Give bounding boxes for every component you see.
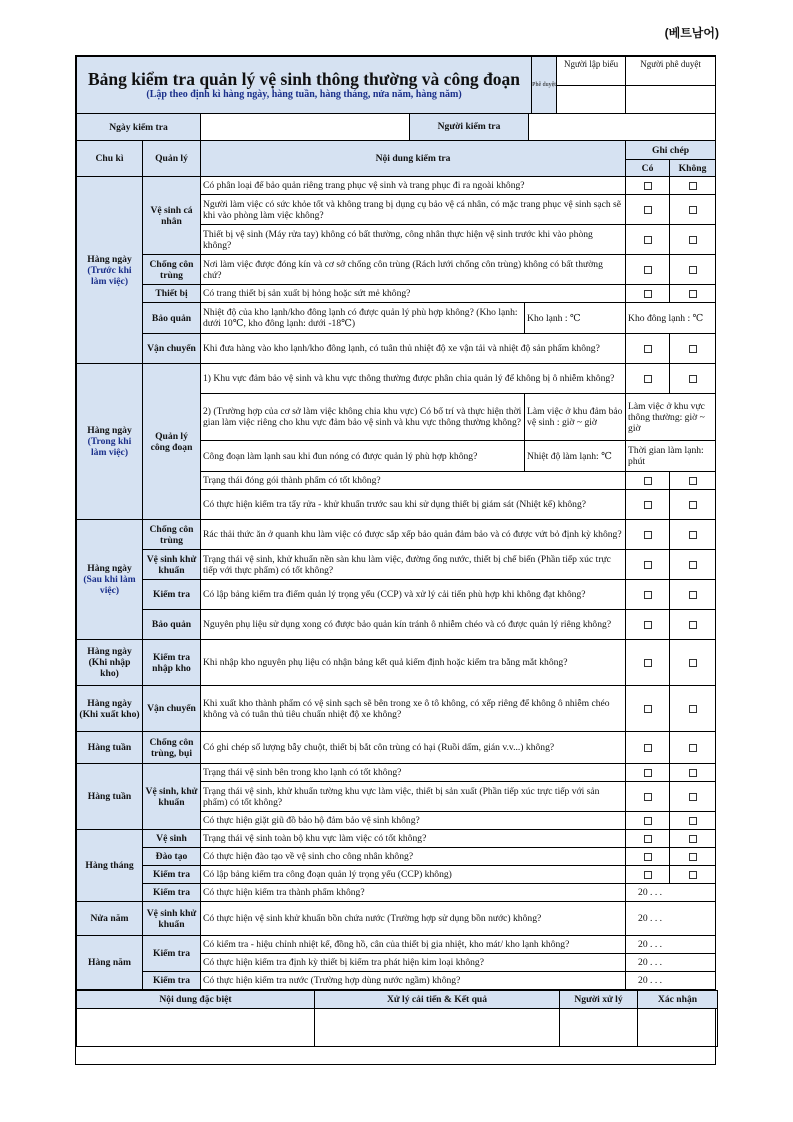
checkbox-yes[interactable]	[626, 640, 670, 686]
checkbox-no[interactable]	[670, 866, 716, 884]
checkbox-square[interactable]	[689, 266, 697, 274]
cold-storage-temp[interactable]: Kho lạnh : ℃	[524, 303, 625, 333]
manage-transport: Vận chuyển	[143, 334, 201, 364]
group-half-year: Nửa năm	[77, 902, 143, 936]
question-6: Nhiệt độ của kho lạnh/kho đông lạnh có được quản lý phù hợp không? (Kho lạnh: dưới 10℃, kho đông lạnh: dưới -18℃)	[203, 307, 518, 329]
checkbox-yes[interactable]	[626, 550, 670, 580]
checkbox-yes[interactable]	[626, 732, 670, 764]
question-17: Khi nhập kho nguyên phụ liệu có nhận bảng kết quả kiểm định hoặc kiểm tra bằng mắt không?	[201, 640, 626, 686]
checkbox-no[interactable]	[670, 520, 716, 550]
manage-training: Đào tạo	[143, 848, 201, 866]
footer-table	[76, 990, 718, 1047]
checklist-table	[76, 56, 716, 990]
checkbox-no[interactable]	[670, 610, 716, 640]
hygiene-zone-hours[interactable]: Làm việc ở khu đảm bảo vệ sinh : giờ ~ giờ	[524, 394, 625, 440]
question-11: Trạng thái đóng gói thành phẩm có tốt không?	[201, 472, 626, 490]
info-row	[77, 114, 716, 141]
checkbox-square[interactable]	[644, 477, 652, 485]
checkbox-yes[interactable]	[626, 364, 670, 394]
title-row	[77, 57, 716, 114]
language-tag: (베트남어)	[664, 26, 719, 40]
checkbox-square[interactable]	[644, 835, 652, 843]
approval-label: Phê duyệt	[532, 81, 556, 88]
col-no: Không	[670, 160, 716, 177]
form-title: Bảng kiểm tra quản lý vệ sinh thông thường và công đoạn	[88, 69, 521, 89]
checkbox-square[interactable]	[689, 835, 697, 843]
checkbox-square[interactable]	[644, 659, 652, 667]
checkbox-no[interactable]	[670, 732, 716, 764]
checkbox-square[interactable]	[689, 769, 697, 777]
group-daily-during: Hàng ngày (Trong khi làm việc)	[77, 364, 143, 520]
group-daily-out: Hàng ngày (Khi xuất kho)	[77, 686, 143, 732]
checkbox-square[interactable]	[689, 236, 697, 244]
date-field[interactable]: 20 . . .	[626, 884, 716, 902]
manage-store: Bảo quản	[143, 303, 201, 334]
manage-disinfect-3: Vệ sinh khử khuẩn	[143, 902, 201, 936]
inspector-field[interactable]	[529, 114, 716, 141]
improvement-label: Xử lý cải tiến & Kết quả	[315, 991, 560, 1009]
manage-insect-dust: Chống côn trùng, bụi	[143, 732, 201, 764]
manage-check-4: Kiểm tra	[143, 936, 201, 972]
date-field[interactable]: 20 . . .	[626, 954, 716, 972]
checkbox-yes[interactable]	[626, 686, 670, 732]
manage-check: Kiểm tra	[143, 580, 201, 610]
checkbox-square[interactable]	[689, 375, 697, 383]
checkbox-no[interactable]	[670, 334, 716, 364]
question-7: Khi đưa hàng vào kho lạnh/kho đông lạnh, có tuân thủ nhiệt độ xe vận tải và nhiệt độ sản phẩm không?	[201, 334, 626, 364]
group-daily-before: Hàng ngày (Trước khi làm việc)	[77, 177, 143, 364]
col-manage: Quản lý	[143, 141, 201, 177]
question-27: Có thực hiện vệ sinh khử khuẩn bồn chứa nước (Trường hợp sử dụng bồn nước) không?	[201, 902, 626, 936]
inspector-label: Người kiểm tra	[409, 114, 528, 140]
handler-label: Người xử lý	[560, 991, 638, 1009]
checkbox-no[interactable]	[670, 472, 716, 490]
question-26: Có thực hiện kiểm tra thành phẩm không?	[201, 884, 626, 902]
checkbox-square[interactable]	[689, 477, 697, 485]
checkbox-square[interactable]	[644, 501, 652, 509]
checkbox-square[interactable]	[689, 871, 697, 879]
question-23: Trạng thái vệ sinh toàn bộ khu vực làm việc có tốt không?	[201, 830, 626, 848]
checkbox-square[interactable]	[644, 375, 652, 383]
checkbox-square[interactable]	[689, 853, 697, 861]
question-24: Có thực hiện đào tạo về vệ sinh cho công nhân không?	[201, 848, 626, 866]
checkbox-no[interactable]	[670, 848, 716, 866]
checkbox-no[interactable]	[670, 177, 716, 195]
checkbox-yes[interactable]	[626, 195, 670, 225]
question-4: Nơi làm việc được đóng kín và cơ sở chống côn trùng (Rách lưới chống côn trùng) không có bất thường chứ?	[201, 255, 626, 285]
group-weekly-2: Hàng tuần	[77, 764, 143, 830]
question-10: Công đoạn làm lạnh sau khi đun nóng có được quản lý phù hợp không?	[203, 450, 478, 462]
checkbox-square[interactable]	[689, 182, 697, 190]
checkbox-no[interactable]	[670, 285, 716, 303]
question-1: Có phân loại để bảo quản riêng trang phục vệ sinh và trang phục đi ra ngoài không?	[201, 177, 626, 195]
manage-check-2: Kiểm tra	[143, 866, 201, 884]
checkbox-yes[interactable]	[626, 764, 670, 782]
checkbox-square[interactable]	[689, 793, 697, 801]
checkbox-no[interactable]	[670, 640, 716, 686]
checkbox-no[interactable]	[670, 580, 716, 610]
checkbox-yes[interactable]	[626, 472, 670, 490]
question-20: Trạng thái vệ sinh bên trong kho lạnh có tốt không?	[201, 764, 626, 782]
manage-check-3: Kiểm tra	[143, 884, 201, 902]
checkbox-yes[interactable]	[626, 866, 670, 884]
checkbox-square[interactable]	[644, 266, 652, 274]
checkbox-square[interactable]	[689, 591, 697, 599]
date-label: Ngày kiểm tra	[77, 114, 201, 141]
checkbox-square[interactable]	[689, 290, 697, 298]
checkbox-yes[interactable]	[626, 782, 670, 812]
checkbox-yes[interactable]	[626, 255, 670, 285]
question-16: Nguyên phụ liệu sử dụng xong có được bảo quản kín tránh ô nhiễm chéo và có được quản lý riêng không?	[201, 610, 626, 640]
date-field[interactable]: 20 . . .	[626, 936, 716, 954]
manage-check-5: Kiểm tra	[143, 972, 201, 990]
question-22: Có thực hiện giặt giũ đồ bảo hộ đảm bảo vệ sinh không?	[201, 812, 626, 830]
checkbox-no[interactable]	[670, 255, 716, 285]
question-9: 2) (Trường hợp của cơ sở làm việc không chia khu vực) Có bố trí và thực hiện thời gian làm việc riêng cho khu vực đảm bảo vệ sinh và khu vực thông thường không?	[203, 406, 522, 428]
checkbox-yes[interactable]	[626, 520, 670, 550]
checkbox-square[interactable]	[644, 853, 652, 861]
checkbox-no[interactable]	[670, 812, 716, 830]
question-15: Có lập bảng kiểm tra điểm quản lý trọng yếu (CCP) và xử lý cải tiến phù hợp khi không đạt không?	[201, 580, 626, 610]
manage-disinfect-2: Vệ sinh, khử khuẩn	[143, 764, 201, 830]
group-weekly: Hàng tuần	[77, 732, 143, 764]
handler-field[interactable]	[560, 1009, 638, 1047]
checkbox-yes[interactable]	[626, 610, 670, 640]
question-19: Có ghi chép số lượng bẫy chuột, thiết bị bắt côn trùng có hại (Ruồi dấm, gián v.v...) không?	[201, 732, 626, 764]
checkbox-square[interactable]	[689, 621, 697, 629]
date-field[interactable]: 20 . . .	[626, 902, 716, 936]
checkbox-yes[interactable]	[626, 812, 670, 830]
approver-sign-box[interactable]	[626, 86, 715, 113]
special-content-label: Nội dung đặc biệt	[77, 991, 315, 1009]
creator-label: Người lập biểu	[557, 57, 625, 86]
checkbox-no[interactable]	[670, 764, 716, 782]
checkbox-no[interactable]	[670, 686, 716, 732]
question-13: Rác thải thức ăn ở quanh khu làm việc có được sắp xếp bảo quản đảm bảo và có được vứt bỏ định kỳ không?	[201, 520, 626, 550]
improvement-field[interactable]	[315, 1009, 560, 1047]
question-3: Thiết bị vệ sinh (Máy rửa tay) không có bất thường, công nhân thực hiện vệ sinh trước khi vào phòng không?	[201, 225, 626, 255]
checkbox-no[interactable]	[670, 195, 716, 225]
checkbox-yes[interactable]	[626, 334, 670, 364]
checkbox-square[interactable]	[644, 705, 652, 713]
checkbox-square[interactable]	[689, 501, 697, 509]
manage-insect-2: Chống côn trùng	[143, 520, 201, 550]
group-yearly: Hàng năm	[77, 936, 143, 990]
checkbox-no[interactable]	[670, 550, 716, 580]
checkbox-square[interactable]	[644, 744, 652, 752]
checkbox-no[interactable]	[670, 830, 716, 848]
manage-intake: Kiểm tra nhập kho	[143, 640, 201, 686]
cooling-time[interactable]: Thời gian làm lạnh: phút	[626, 441, 716, 472]
manage-equip: Thiết bị	[143, 285, 201, 303]
question-30: Có thực hiện kiểm tra nước (Trường hợp dùng nước ngầm) không?	[201, 972, 626, 990]
checkbox-square[interactable]	[644, 769, 652, 777]
date-field[interactable]: 20 . . .	[626, 972, 716, 990]
checkbox-square[interactable]	[644, 793, 652, 801]
checkbox-square[interactable]	[689, 206, 697, 214]
approver-label: Người phê duyệt	[626, 57, 715, 86]
checkbox-yes[interactable]	[626, 580, 670, 610]
group-daily-intake: Hàng ngày (Khi nhập kho)	[77, 640, 143, 686]
checkbox-square[interactable]	[644, 236, 652, 244]
general-zone-hours[interactable]: Làm việc ở khu vực thông thường: giờ ~ giờ	[626, 394, 716, 441]
manage-disinfect: Vệ sinh khử khuẩn	[143, 550, 201, 580]
question-25: Có lập bảng kiểm tra công đoạn quản lý trọng yếu (CCP) không)	[201, 866, 626, 884]
date-field[interactable]	[201, 114, 409, 140]
checkbox-yes[interactable]	[626, 490, 670, 520]
question-14: Trạng thái vệ sinh, khử khuẩn nền sàn khu làm việc, đường ống nước, thiết bị chế biến (Phần tiếp xúc trực tiếp với thực phẩm) có tốt không?	[201, 550, 626, 580]
checkbox-yes[interactable]	[626, 177, 670, 195]
special-content-field[interactable]	[77, 1009, 315, 1047]
checkbox-square[interactable]	[644, 561, 652, 569]
col-yes: Có	[626, 160, 670, 177]
checkbox-square[interactable]	[644, 621, 652, 629]
checkbox-square[interactable]	[644, 345, 652, 353]
manage-process: Quản lý công đoạn	[143, 364, 201, 520]
checkbox-no[interactable]	[670, 782, 716, 812]
checkbox-square[interactable]	[644, 290, 652, 298]
checkbox-square[interactable]	[689, 705, 697, 713]
checkbox-no[interactable]	[670, 364, 716, 394]
checkbox-square[interactable]	[689, 817, 697, 825]
checkbox-square[interactable]	[689, 744, 697, 752]
question-2: Người làm việc có sức khỏe tốt và không trang bị dụng cụ bảo vệ cá nhân, có mặc trang phục vệ sinh sạch sẽ khi vào phòng làm việc không?	[201, 195, 626, 225]
manage-insect: Chống côn trùng	[143, 255, 201, 285]
checklist-form	[75, 55, 716, 1065]
confirm-label: Xác nhận	[638, 991, 718, 1009]
creator-sign-box[interactable]	[557, 86, 625, 113]
question-28: Có kiểm tra - hiệu chỉnh nhiệt kế, đồng hồ, cân của thiết bị gia nhiệt, kho mát/ kho lạnh không?	[201, 936, 626, 954]
checkbox-no[interactable]	[670, 490, 716, 520]
checkbox-yes[interactable]	[626, 848, 670, 866]
group-daily-after: Hàng ngày (Sau khi làm việc)	[77, 520, 143, 640]
question-8: 1) Khu vực đảm bảo vệ sinh và khu vực thông thường được phân chia quản lý để không bị ô nhiễm không?	[201, 364, 626, 394]
freezer-temp[interactable]: Kho đông lạnh : ℃	[626, 303, 716, 334]
checkbox-square[interactable]	[689, 561, 697, 569]
checkbox-yes[interactable]	[626, 285, 670, 303]
checkbox-square[interactable]	[689, 531, 697, 539]
manage-hygiene: Vệ sinh	[143, 830, 201, 848]
manage-personal: Vệ sinh cá nhân	[143, 177, 201, 255]
confirm-field[interactable]	[638, 1009, 718, 1047]
question-18: Khi xuất kho thành phẩm có vệ sinh sạch sẽ bên trong xe ô tô không, có xếp riêng để không ô nhiễm chéo không và có tuân thủ tiêu chuẩn nhiệt độ xe không?	[201, 686, 626, 732]
manage-store-2: Bảo quản	[143, 610, 201, 640]
col-cycle: Chu kì	[77, 141, 143, 177]
checkbox-square[interactable]	[689, 345, 697, 353]
question-5: Có trang thiết bị sản xuất bị hỏng hoặc sứt mẻ không?	[201, 285, 626, 303]
checkbox-yes[interactable]	[626, 830, 670, 848]
checkbox-square[interactable]	[644, 871, 652, 879]
checkbox-square[interactable]	[644, 182, 652, 190]
group-monthly: Hàng tháng	[77, 830, 143, 902]
checkbox-square[interactable]	[644, 531, 652, 539]
checkbox-no[interactable]	[670, 225, 716, 255]
col-content: Nội dung kiểm tra	[201, 141, 626, 177]
question-12: Có thực hiện kiểm tra tẩy rửa - khử khuẩn trước sau khi sử dụng thiết bị giám sát (Nhiệt kế) không?	[201, 490, 626, 520]
checkbox-square[interactable]	[644, 206, 652, 214]
cooling-temp[interactable]: Nhiệt độ làm lạnh: ℃	[524, 441, 625, 471]
question-21: Trạng thái vệ sinh, khử khuẩn tường khu vực làm việc, thiết bị sản xuất (Phần tiếp xúc trực tiếp với sản phẩm) có tốt không?	[201, 782, 626, 812]
checkbox-square[interactable]	[644, 591, 652, 599]
col-notes: Ghi chép	[626, 141, 716, 160]
checkbox-square[interactable]	[689, 659, 697, 667]
question-29: Có thực hiện kiểm tra định kỳ thiết bị kiểm tra phát hiện kim loại không?	[201, 954, 626, 972]
manage-transport-2: Vận chuyển	[143, 686, 201, 732]
form-subtitle: (Lập theo định kì hàng ngày, hàng tuần, hàng tháng, nửa năm, hàng năm)	[146, 89, 462, 100]
checkbox-square[interactable]	[644, 817, 652, 825]
checkbox-yes[interactable]	[626, 225, 670, 255]
